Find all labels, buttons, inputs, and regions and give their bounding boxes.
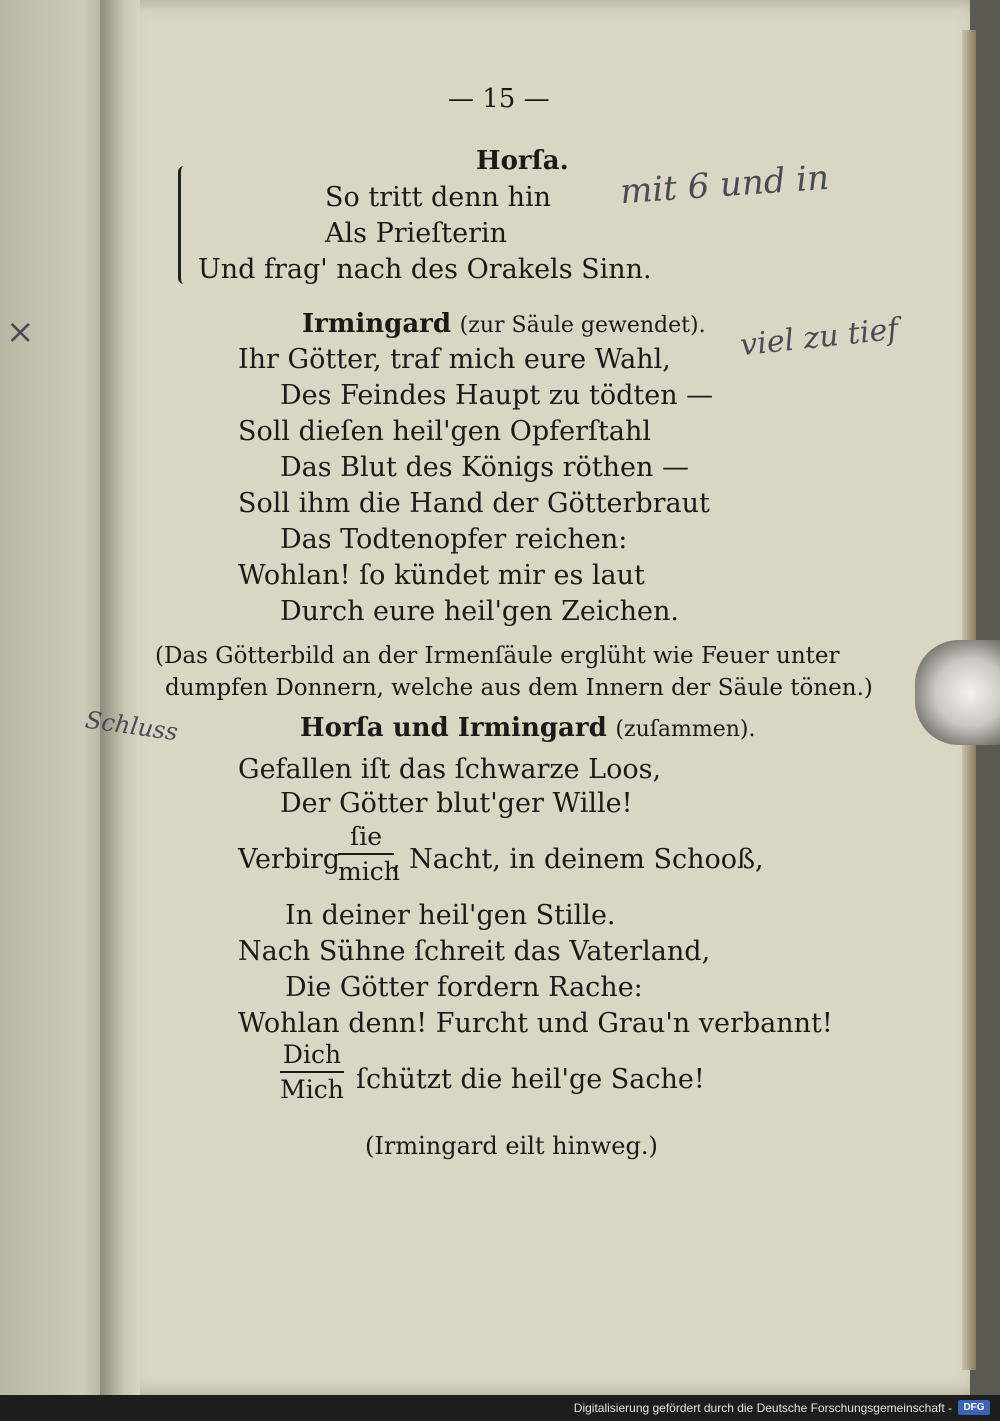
verse-line: Das Todtenopfer reichen: bbox=[280, 524, 628, 555]
speaker-horsa: Horſa. bbox=[476, 146, 569, 176]
verse-line: So tritt denn hin bbox=[325, 182, 552, 213]
verse-line: Wohlan denn! Furcht und Grau'n verbannt! bbox=[238, 1008, 833, 1039]
verse-line-suffix: , Nacht, in deinem Schooß, bbox=[392, 844, 764, 875]
fraction-dich-mich bbox=[280, 1040, 344, 1104]
verse-line-suffix: ſchützt die heil'ge Sache! bbox=[356, 1064, 705, 1095]
fraction-bottom: Mich bbox=[280, 1075, 344, 1104]
page-number: — 15 — bbox=[448, 84, 550, 114]
book-gutter bbox=[100, 0, 140, 1395]
verse-line: Als Prieſterin bbox=[325, 218, 508, 249]
exit-direction: (Irmingard eilt hinweg.) bbox=[365, 1132, 658, 1160]
verse-line: Nach Sühne ſchreit das Vaterland, bbox=[238, 936, 711, 967]
verse-line: Und frag' nach des Orakels Sinn. bbox=[198, 254, 652, 285]
speaker-duet bbox=[300, 712, 755, 743]
dfg-logo: DFG bbox=[958, 1400, 990, 1415]
fraction-bottom: mich bbox=[338, 857, 400, 886]
speaker-direction: (zuſammen). bbox=[615, 717, 756, 742]
verse-line: Das Blut des Königs röthen — bbox=[280, 452, 689, 483]
verse-line-prefix: Verbirg bbox=[238, 844, 341, 875]
verse-line: Soll ihm die Hand der Götterbraut bbox=[238, 488, 710, 519]
fraction-sie-mich bbox=[338, 822, 400, 886]
stage-direction: (Das Götterbild an der Irmenſäule erglüht wie Feuer unter bbox=[155, 643, 840, 669]
verse-line: In deiner heil'gen Stille. bbox=[285, 900, 616, 931]
fraction-top: Dich bbox=[282, 1040, 342, 1069]
stage-direction: dumpfen Donnern, welche aus dem Innern der Säule tönen.) bbox=[165, 675, 873, 701]
fraction-rule bbox=[338, 853, 394, 855]
verse-line: Ihr Götter, traf mich eure Wahl, bbox=[238, 344, 671, 375]
verse-line: Wohlan! ſo kündet mir es laut bbox=[238, 560, 645, 591]
verse-line: Soll dieſen heil'gen Opferſtahl bbox=[238, 416, 652, 447]
speaker-name: Irmingard bbox=[302, 309, 452, 339]
handwritten-note: viel zu tief bbox=[738, 311, 901, 364]
fraction-top: ſie bbox=[349, 822, 383, 851]
speaker-irmingard bbox=[302, 308, 706, 339]
speaker-direction: (zur Säule gewendet). bbox=[459, 313, 706, 338]
speaker-name: Horſa und Irmingard bbox=[300, 713, 607, 743]
footer-credit: Digitalisierung gefördert durch die Deutsche Forschungsgemeinschaft - bbox=[573, 1401, 952, 1415]
verse-line: Der Götter blut'ger Wille! bbox=[280, 788, 633, 819]
handwritten-note: mit 6 und in bbox=[618, 157, 831, 213]
verse-line: Des Feindes Haupt zu tödten — bbox=[280, 380, 714, 411]
fraction-rule bbox=[280, 1071, 344, 1073]
verse-line: Durch eure heil'gen Zeichen. bbox=[280, 596, 680, 627]
page-clip bbox=[915, 640, 1000, 745]
verse-line: Gefallen iſt das ſchwarze Loos, bbox=[238, 754, 662, 785]
verse-line: Die Götter fordern Rache: bbox=[285, 972, 643, 1003]
pencil-cross-mark: × bbox=[6, 312, 35, 352]
bracket-mark bbox=[178, 166, 191, 284]
handwritten-note: Schluss bbox=[83, 705, 180, 747]
